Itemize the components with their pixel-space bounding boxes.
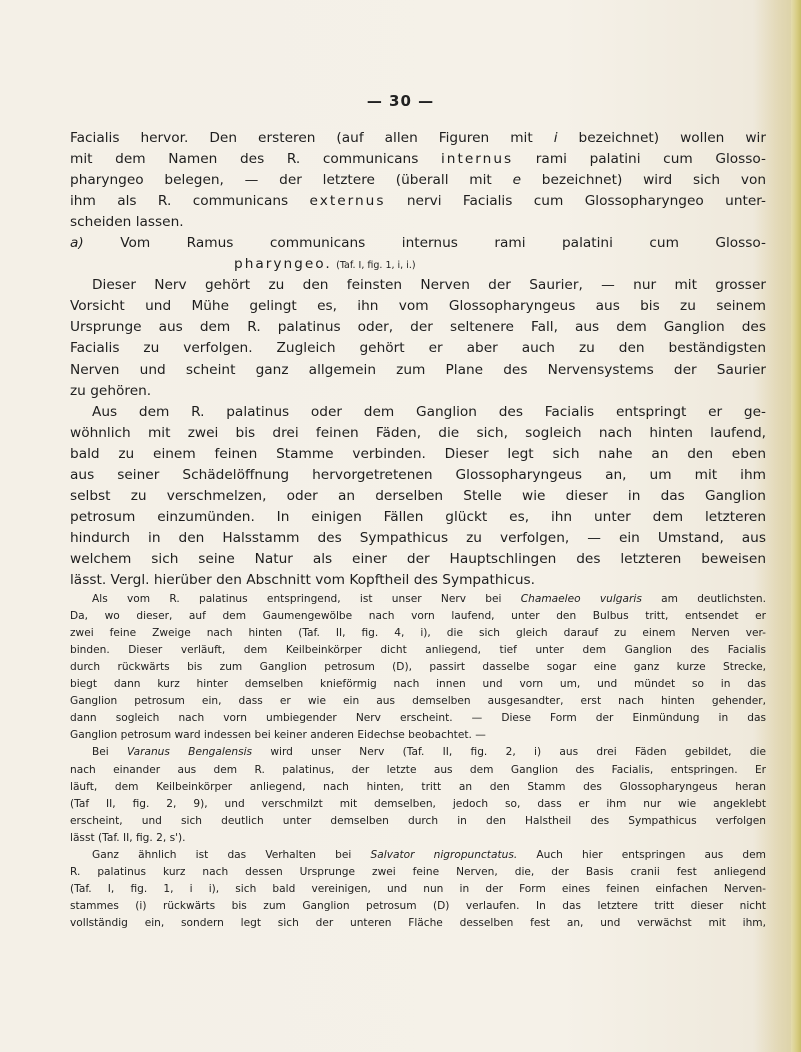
text-run: (Taf. I, fig. 1, i i), sich bald vereinigen, und nun in der Form eines feinen einfachen Nerven- [70, 882, 766, 895]
text-run: hindurch in den Halsstamm des Sympathicus zu verfolgen, — ein Umstand, aus [70, 529, 766, 546]
text-run: Vorsicht und Mühe gelingt es, ihn vom Glossopharyngeus aus bis zu seinem [70, 298, 766, 315]
text-run-sp: externus [309, 193, 386, 210]
text-run: wird unser Nerv (Taf. II, fig. 2, i) aus drei Fäden gebildet, die [252, 746, 766, 759]
text-line [70, 360, 766, 381]
text-line [70, 796, 766, 813]
text-run: R. palatinus kurz nach dessen Ursprunge zwei feine Nerven, die, der Basis cranii fest anliegend [70, 865, 766, 878]
text-line [70, 762, 766, 779]
text-run: Facialis zu verfolgen. Zugleich gehört er aber auch zu den beständigsten [70, 340, 766, 357]
text-run: Auch hier entspringen aus dem [517, 848, 766, 861]
text-run: zwei feine Zweige nach hinten (Taf. II, fig. 4, i), die sich gleich darauf zu einem Nerven ver- [70, 627, 766, 640]
text-line [70, 676, 766, 693]
text-run: Ganglion petrosum ward indessen bei keiner anderen Eidechse beobachtet. — [70, 729, 486, 742]
text-run: aus seiner Schädelöffnung hervorgetretenen Glossopharyngeus an, um mit ihm [70, 466, 766, 483]
text-line [70, 317, 766, 338]
text-line [70, 727, 766, 744]
text-run: Bei [92, 746, 128, 759]
text-line [70, 710, 766, 727]
text-line [70, 381, 766, 402]
text-run: ihm als R. communicans [70, 193, 310, 210]
page-edge [791, 0, 801, 1052]
text-run: dann sogleich nach vorn umbiegender Nerv erscheint. — Diese Form der Einmündung in das [70, 712, 766, 725]
section-heading [70, 233, 766, 275]
text-line [70, 338, 766, 359]
text-run-it: Salvator nigropunctatus. [370, 848, 518, 861]
text-run: Aus dem R. palatinus oder dem Ganglion des Facialis entspringt er ge- [92, 403, 766, 420]
text-line [70, 915, 766, 932]
text-run-it: a) [70, 235, 84, 252]
text-run: bezeichnet) wollen wir [557, 130, 766, 146]
text-line [70, 659, 766, 676]
paragraph-nerve-description [70, 275, 766, 401]
text-line [70, 528, 766, 549]
text-line [70, 486, 766, 507]
text-run: Ganglion petrosum ein, dass er wie ein aus demselben ausgesandter, erst nach hinten gehender, [70, 695, 766, 708]
text-run: am deutlichsten. [641, 593, 767, 606]
text-line [70, 591, 766, 608]
text-run-sp: internus [441, 151, 514, 168]
text-line [70, 779, 766, 796]
note-varanus [70, 744, 766, 846]
text-line [70, 212, 766, 233]
text-run: welchem sich seine Natur als einer der Hauptschlingen des letzteren beweisen [70, 550, 766, 567]
text-run: durch rückwärts bis zum Ganglion petrosum (D), passirt dasselbe sogar eine ganz kurze Strecke, [70, 661, 766, 674]
note-chamaeleo [70, 591, 766, 744]
text-run-it: Varanus Bengalensis [127, 746, 253, 759]
text-run: pharyngeo belegen, — der letztere (überall mit [70, 172, 513, 189]
text-run: Nerven und scheint ganz allgemein zum Plane des Nervensystems der Saurier [70, 361, 766, 378]
text-line [70, 507, 766, 528]
text-line [70, 149, 766, 170]
text-run: Vom Ramus communicans internus rami palatini cum Glosso- [83, 235, 766, 252]
text-line [70, 864, 766, 881]
text-line [70, 296, 766, 317]
text-line [70, 881, 766, 898]
text-run: selbst zu verschmelzen, oder an derselben Stelle wie dieser in das Ganglion [70, 487, 766, 504]
text-line [70, 402, 766, 423]
text-line [70, 847, 766, 864]
text-line [70, 170, 766, 191]
text-line [70, 254, 766, 275]
text-run: Facialis hervor. Den ersteren (auf allen Figuren mit [70, 130, 554, 146]
text-run: lässt. Vergl. hierüber den Abschnitt vom Kopftheil des Sympathicus. [70, 571, 536, 588]
text-line [70, 608, 766, 625]
text-run: Dieser Nerv gehört zu den feinsten Nerven der Saurier, — nur mit grosser [92, 277, 766, 294]
paragraph-origin [70, 402, 766, 591]
text-run: Als vom R. palatinus entspringend, ist unser Nerv bei [92, 593, 521, 606]
text-line [70, 642, 766, 659]
text-line [70, 744, 766, 761]
text-run: nervi Facialis cum Glossopharyngeo unter- [385, 193, 766, 210]
text-run: (Taf II, fig. 2, 9), und verschmilzt mit demselben, jedoch so, dass er ihm nur wie angeklebt [70, 797, 766, 810]
text-run: Ursprunge aus dem R. palatinus oder, der seltenere Fall, aus dem Ganglion des [70, 319, 766, 336]
text-run-ref: (Taf. I, fig. 1, i, i.) [336, 260, 416, 272]
text-run: rami palatini cum Glosso- [513, 151, 766, 168]
text-line [70, 423, 766, 444]
text-line [70, 444, 766, 465]
text-run: binden. Dieser verläuft, dem Keilbeinkörper dicht anliegend, tief unter dem Ganglion des Facialis [70, 644, 766, 657]
text-line [70, 549, 766, 570]
text-run: bald zu einem feinen Stamme verbinden. Dieser legt sich nahe an den eben [70, 445, 766, 462]
text-run: lässt (Taf. II, fig. 2, s'). [70, 831, 186, 844]
text-run: bezeichnet) wird sich von [521, 172, 767, 189]
text-run-it: Chamaeleo vulgaris [520, 593, 642, 606]
text-line [70, 625, 766, 642]
text-run-it: e [512, 172, 521, 189]
text-line [70, 693, 766, 710]
text-line [70, 465, 766, 486]
paragraph-intro [70, 128, 766, 233]
text-run-it: i [553, 130, 558, 146]
page-number: — 30 — [366, 92, 435, 110]
text-run: vollständig ein, sondern legt sich der unteren Fläche desselben fest an, und verwächst mit ihm, [70, 916, 766, 929]
text-run: scheiden lassen. [70, 214, 184, 231]
text-line [70, 570, 766, 591]
text-line [70, 898, 766, 915]
note-salvator [70, 847, 766, 932]
text-line [70, 830, 766, 847]
text-run: läuft, dem Keilbeinkörper anliegend, nach hinten, tritt an den Stamm des Glossopharyngeus heran [70, 780, 766, 793]
text-run: biegt dann kurz hinter demselben knieförmig nach innen und vorn um, und mündet so in das [70, 678, 766, 691]
text-line [70, 191, 766, 212]
text-run: nach einander aus dem R. palatinus, der letzte aus dem Ganglion des Facialis, entspringen. Er [70, 763, 766, 776]
text-line [70, 128, 766, 149]
text-run: wöhnlich mit zwei bis drei feinen Fäden, die sich, sogleich nach hinten laufend, [70, 424, 766, 441]
text-run: Da, wo dieser, auf dem Gaumengewölbe nach vorn laufend, unter den Bulbus tritt, entsendet er [70, 610, 766, 623]
body-text [70, 128, 766, 932]
text-run: mit dem Namen des R. communicans [70, 151, 441, 168]
text-line [70, 233, 766, 254]
text-line [70, 813, 766, 830]
text-run: Ganz ähnlich ist das Verhalten bei [92, 848, 371, 861]
text-run: stammes (i) rückwärts bis zum Ganglion petrosum (D) verlaufen. In das letztere tritt dieser nicht [70, 899, 766, 912]
text-run-sp: pharyngeo. [234, 256, 332, 273]
text-run: petrosum einzumünden. In einigen Fällen glückt es, ihn unter dem letzteren [70, 508, 766, 525]
text-run: zu gehören. [70, 382, 152, 399]
text-line [70, 275, 766, 296]
text-run: erscheint, und sich deutlich unter demselben durch in den Halstheil des Sympathicus verfolgen [70, 814, 766, 827]
